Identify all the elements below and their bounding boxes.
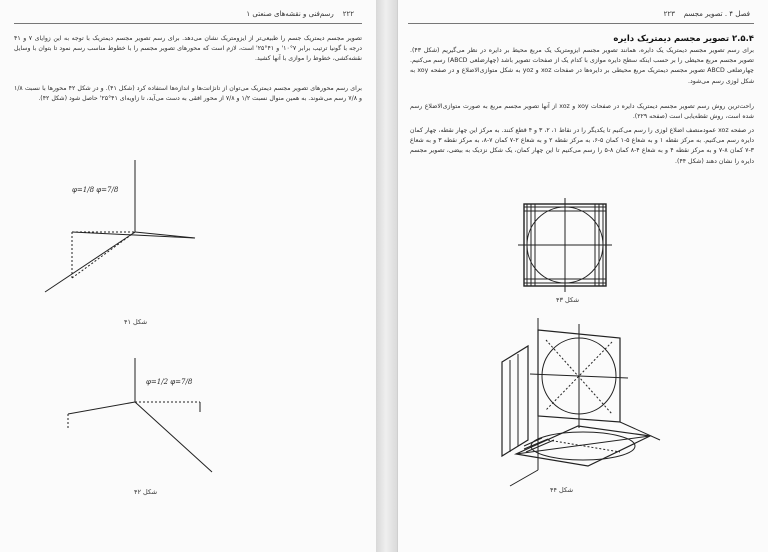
figure-42-diagram — [0, 0, 376, 552]
right-header-page-number: ۲۲۳ — [663, 10, 675, 18]
figure-41-label: φ=1/8 φ=7/8 — [72, 186, 119, 194]
right-paragraph-3: در صفحه xoz عمودمنصف اضلاع لوزی را رسم می‌کنیم تا یکدیگر را در نقاط ۱، ۲، ۳ و ۴ قطع کنند. به مرکز این چهار نقطه، چهار کمان دایره رسم می‌کنیم. به مرکز نقطه ۱ و به شعاع ۵-۱ کمان ۵-۶، به مرکز نقطه ۲ و به شعاع ۲-۷ کمان ۷-۸، به مرکز نقطه ۳ و به شعاع ۳-۷ کمان ۸-۷ و به مرکز نقطه ۴ و به شعاع ۴-۸ کمان ۸-۵ را رسم می‌کنیم تا این چهار کمان، یک شکل نزدیک به بیضی، تصویر مجسم دایره را نشان دهند (شکل ۴۴). — [410, 127, 755, 165]
right-header-title: فصل ۴ . تصویر مجسم — [683, 10, 750, 18]
right-section-title: ۲.۵.۴ تصویر مجسم دیمتریک دایره — [613, 34, 754, 44]
right-page — [398, 0, 768, 552]
figure-43-caption: شکل ۴۳ — [556, 296, 580, 304]
left-paragraph-2: برای رسم محورهای تصویر مجسم دیمتریک می‌توان از تانژانت‌ها و اندازه‌ها استفاده کرد (شکل ۴۱). و در شکل ۴۲ محورها با نسبت ۱/۸ و ۷/۸ رسم می‌شوند. به همین منوال نسبت ۱/۲ و ۷/۸ از محور افقی به دست می‌آید، تا زاویه‌ای ۴۱°۲۵' حاصل شود (شکل ۴۲). — [14, 85, 362, 103]
left-header-page-number: ۲۲۲ — [342, 10, 354, 18]
figure-44-diagram — [398, 0, 768, 552]
figure-44-caption: شکل ۴۴ — [550, 486, 574, 494]
figure-42-caption: شکل ۴۲ — [134, 488, 158, 496]
figure-42-label: φ=1/2 φ=7/8 — [146, 378, 193, 386]
left-header-title: رسم‌فنی و نقشه‌های صنعتی ۱ — [246, 10, 334, 18]
left-page — [0, 0, 376, 552]
right-paragraph-2: راحت‌ترین روش رسم تصویر مجسم دیمتریک دایره در صفحات xoy و xoz از آنها تصویر مجسم مربع به صورت متوازی‌الاضلاع رسم شده است، روش تقطه‌یابی است (صفحه ۲۲۹). — [410, 103, 755, 121]
left-paragraph-1: تصویر مجسم دیمتریک جسم را طبیعی‌تر از ایزومتریک نشان می‌دهد. برای رسم تصویر مجسم دیمتریک با توجه به این زوایای ۷ و ۴۱ درجه با گونیا ترتیب برابر ۷°۱۰' و ۴۱°۲۵' است، لازم است که محورهای تصویر مجسم را با خطوط مناسب رسم نمود تا بتوان با وسایل نقشه‌کشی، خطوط را موازی با آنها کشید. — [14, 35, 362, 63]
figure-41-caption: شکل ۴۱ — [124, 318, 148, 326]
right-paragraph-1: برای رسم تصویر مجسم دیمتریک یک دایره، همانند تصویر مجسم ایزومتریک یک مربع محیط بر دایره در نظر می‌گیریم (شکل ۴۳). تصویر مجسم مربع محیطی را بر حسب اینکه سطح دایره موازی با کدام یک از صفحات تصویر باشد (چهارضلعی ABCD) رسم می‌کنیم. چهارضلعی ABCD تصویر مجسم دیمتریک مربع محیطی بر دایره‌ها در صفحات xoz و yoz به شکل متوازی‌الاضلاع و در صفحه xoy به شکل لوزی رسم می‌شود. — [410, 47, 755, 85]
book-gutter — [376, 0, 398, 552]
